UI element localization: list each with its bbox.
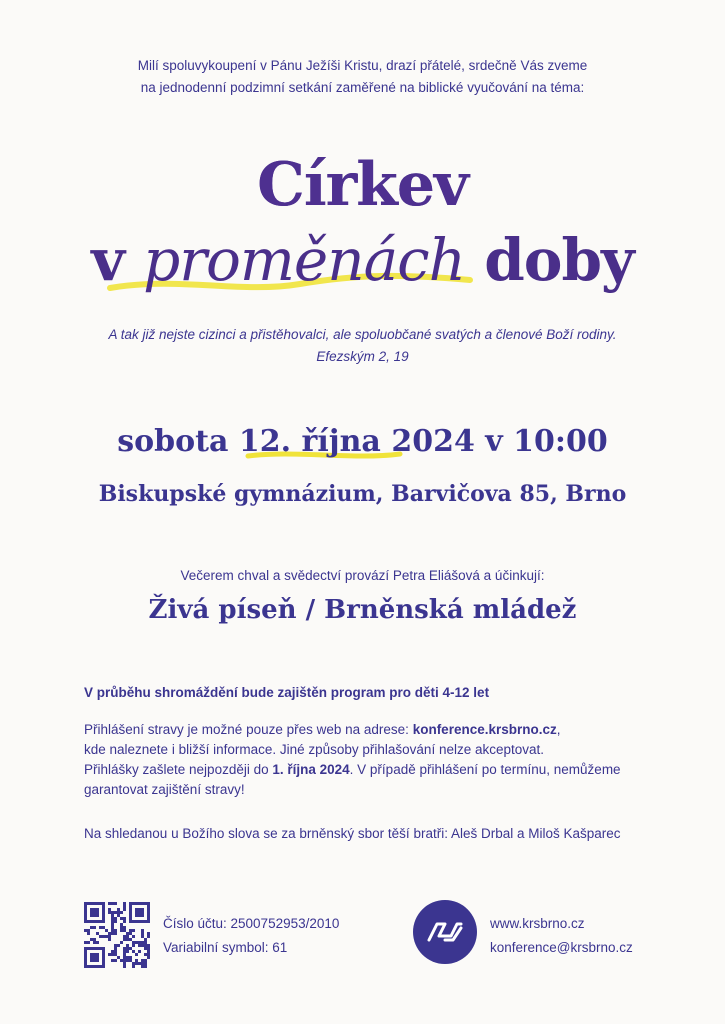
- bible-quote: [0, 324, 725, 368]
- registration-text-1: Přihlášení stravy je možné pouze přes web na adrese:: [84, 722, 413, 737]
- qr-code-icon[interactable]: [84, 902, 150, 968]
- registration-deadline: 1. října 2024: [272, 762, 350, 777]
- krs-logo-icon: [413, 900, 477, 964]
- contact-info: [490, 912, 633, 960]
- closing-text: Na shledanou u Božího slova se za brněnský sbor těší bratři: Aleš Drbal a Miloš Kašparec: [84, 826, 621, 841]
- registration-link[interactable]: konference.krsbrno.cz: [412, 722, 557, 737]
- title-line-1: Církev: [0, 150, 725, 220]
- registration-comma: ,: [556, 722, 561, 737]
- quote-reference: Efezským 2, 19: [316, 349, 409, 364]
- website-link[interactable]: www.krsbrno.cz: [490, 916, 585, 931]
- registration-text-3: Přihlášky zašlete nejpozději do: [84, 762, 273, 777]
- payment-info: [163, 912, 339, 960]
- event-day: sobota: [117, 424, 229, 459]
- registration-text-4: . V případě přihlášení po termínu, nemůžeme garantovat zajištění stravy!: [84, 762, 621, 797]
- registration-info: [84, 720, 654, 800]
- email-link[interactable]: konference@krsbrno.cz: [490, 940, 633, 955]
- children-program: V průběhu shromáždění bude zajištěn program pro děti 4-12 let: [84, 685, 490, 700]
- account-number: Číslo účtu: 2500752953/2010: [163, 916, 340, 931]
- evening-intro: Večerem chval a svědectví provází Petra Eliášová a účinkují:: [180, 568, 545, 583]
- event-date-highlight: 12. října: [238, 424, 381, 459]
- title-word-doby: doby: [484, 226, 634, 294]
- intro-line-2: na jednodenní podzimní setkání zaměřené na biblické vyučování na téma:: [140, 80, 585, 95]
- intro-text: [0, 55, 725, 99]
- evening-performers: Živá píseň / Brněnská mládež: [148, 595, 577, 625]
- registration-text-2: kde naleznete i bližší informace. Jiné způsoby přihlašování nelze akceptovat.: [84, 742, 545, 757]
- intro-line-1: Milí spoluvykoupení v Pánu Ježíši Kristu, drazí přátelé, srdečně Vás zveme: [137, 58, 588, 73]
- event-year-time: 2024 v 10:00: [391, 424, 608, 459]
- title-line-2: [0, 225, 725, 295]
- title-word-promenach: proměnách: [143, 226, 466, 294]
- event-place: Biskupské gymnázium, Barvičova 85, Brno: [98, 481, 627, 507]
- event-date: [0, 420, 725, 464]
- title-word-v: v: [91, 226, 124, 294]
- quote-text: A tak již nejste cizinci a přistěhovalci, ale spoluobčané svatých a členové Boží rodiny.: [108, 327, 617, 342]
- variable-symbol: Variabilní symbol: 61: [163, 940, 288, 955]
